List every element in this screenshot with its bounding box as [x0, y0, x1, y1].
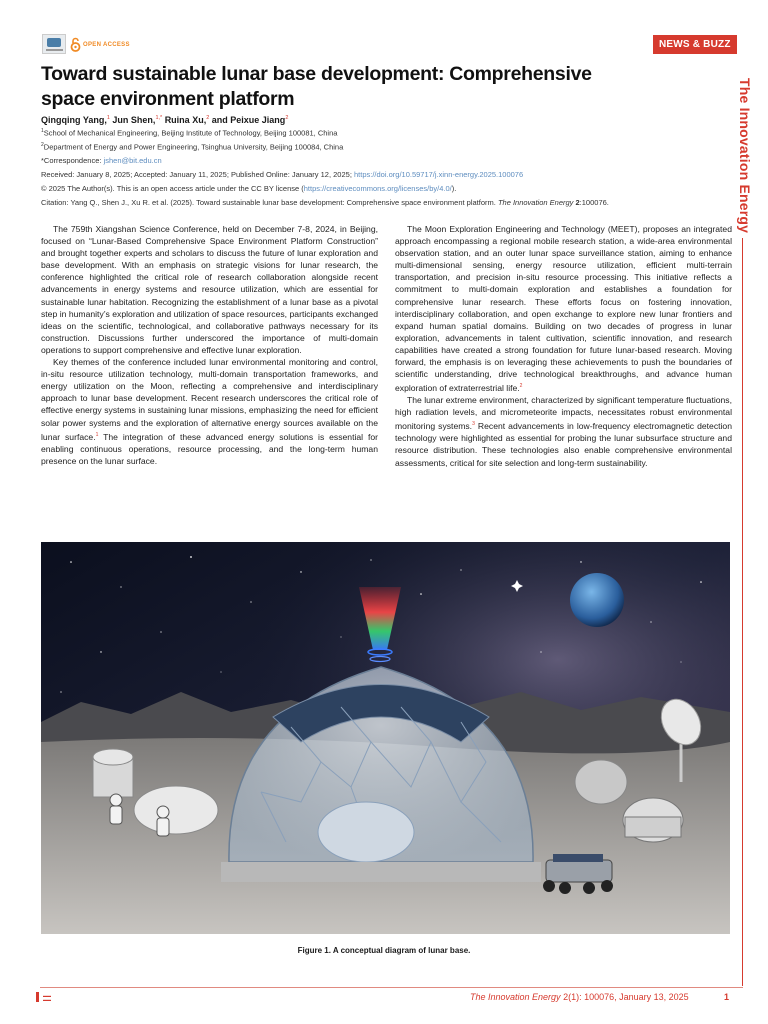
publisher-logo [42, 34, 66, 54]
body-column-right [395, 223, 732, 469]
license-link[interactable]: https://creativecommons.org/licenses/by/4.0/ [303, 184, 452, 193]
footer-logo-bar [36, 992, 39, 1002]
reference-link[interactable]: 1 [95, 431, 99, 438]
author: Jun Shen, [112, 115, 156, 125]
figure-caption: Figure 1. A conceptual diagram of lunar base. [297, 946, 471, 955]
open-access-lock-icon [70, 37, 81, 52]
paragraph: Key themes of the conference included lunar environmental monitoring and control, in-situ resource utilization technology, multi-domain transportation frameworks, and energy utilization on the Moon, reflecting a comprehensive and interdisciplinary approach to lunar base development. Recent research underscores the critical role of effective energy systems in sustaining lunar missions, emphasizing the need for efficient solar power systems and the exploration of alternative energy sources available on the lunar surface.$^1$ The integration of these advanced energy solutions is essential for enabling continuous operations, resource processing, and the long-term human presence on the lunar surface. [41, 357, 378, 466]
dates: Received: January 8, 2025; Accepted: January 11, 2025; Published Online: January 12, 2025; https://doi.org/10.59717/j.xinn-energy.2025.100076 [41, 170, 524, 179]
affiliation: $^2$Department of Energy and Power Engineering, Tsinghua University, Beijing 100084, China [41, 142, 344, 152]
earth [570, 573, 624, 627]
reference-link[interactable]: 2 [519, 383, 523, 390]
article-title: Toward sustainable lunar base development: Comprehensive space environment platform [41, 63, 592, 110]
citation: Citation: Yang Q., Shen J., Xu R. et al. (2025). Toward sustainable lunar base development: Comprehensive space environment platform. The Innovation Energy 2:100076. [41, 198, 609, 207]
journal-vertical-title: The Innovation Energy [737, 78, 753, 234]
license: © 2025 The Author(s). This is an open access article under the CC BY license (https://creativecommons.org/licenses/by/4.0/). [41, 184, 457, 193]
author-list: Qingqing Yang,$^1$ Jun Shen,$^{1,*}$ Ruina Xu,$^2$ and Peixue Jiang$^2$ [41, 115, 289, 125]
open-access-label: OPEN ACCESS [70, 37, 130, 52]
body-column-left [41, 223, 378, 467]
lunar-base-figure [41, 542, 730, 934]
margin-rule [742, 238, 743, 986]
footer-logo: ▬▬ ▬▬ [43, 993, 51, 1002]
correspondence: *Correspondence: jshen@bit.edu.cn [41, 156, 162, 165]
footer-journal: The Innovation Energy 2(1): 100076, January 13, 2025 [470, 992, 689, 1002]
footer-rule [40, 987, 743, 988]
paragraph: The Moon Exploration Engineering and Technology (MEET), proposes an integrated approach encompassing a regional mobile research station, a wide-area environmental observation station, and an outer lunar space surveillance station, aiming to enhance multi-dimensional sensing, energy resource utilization, efficient multi-terrain transportation, and precision in-situ resource processing. This initiative reflects a commitment to multi-domain exploration and establishes a foundation for comprehensive lunar research. These efforts focus on fostering innovation, interdisciplinary collaboration, and open exchange to explore new lunar frontiers and expand human spatial domains. Building on two decades of progress in lunar exploration, advancements in talent cultivation, scientific innovation, and research capabilities have created a strong foundation for future lunar-based research. Moving forward, the emphasis is on leveraging these achievements to push the boundaries of scientific understanding, drive technological breakthroughs, and advance human exploration of extraterrestrial life.$^2$ [395, 224, 732, 394]
section-badge: NEWS & BUZZ [653, 35, 737, 54]
correspondence-email-link[interactable]: jshen@bit.edu.cn [103, 156, 162, 165]
affiliation: $^1$School of Mechanical Engineering, Beijing Institute of Technology, Beijing 100081, China [41, 128, 338, 138]
reference-link[interactable]: 3 [472, 421, 475, 428]
author: and Peixue Jiang [211, 115, 286, 125]
paragraph: The lunar extreme environment, characterized by significant temperature fluctuations, high radiation levels, and micrometeorite impacts, necessitates robust environmental monitoring systems.$^3$ Recent advancements in low-frequency electromagnetic detection technology were highlighted as essential for probing the lunar subsurface structure and resource distribution. These technologies also enable comprehensive environmental assessments, critical for site selection and long-term sustainability. [395, 395, 732, 468]
doi-link[interactable]: https://doi.org/10.59717/j.xinn-energy.2025.100076 [354, 170, 524, 179]
paragraph: The 759th Xiangshan Science Conference, held on December 7-8, 2024, in Beijing, focused on “Lunar-Based Comprehensive Space Environment Platform Construction” and brought together experts and scholars to discuss the future of lunar exploration and base development. With an emphasis on strategic visions for lunar research, the conference highlighted the critical role of research collaboration alongside recent advancements in energy systems and resource utilization, which are essential for sustainable lunar habitation. Recognizing the establishment of a lunar base as a pivotal step in humanity’s exploration and utilization of space resources, participants exchanged ideas on the scientific, technological, and collaborative pathways necessary for its construction. Discussions further underscored the importance of multi-domain operations to support comprehensive and effective lunar exploration. [41, 224, 378, 355]
author: Qingqing Yang, [41, 115, 107, 125]
author: Ruina Xu, [164, 115, 207, 125]
lunar-base-illustration [41, 542, 730, 934]
page-number: 1 [724, 992, 730, 1002]
